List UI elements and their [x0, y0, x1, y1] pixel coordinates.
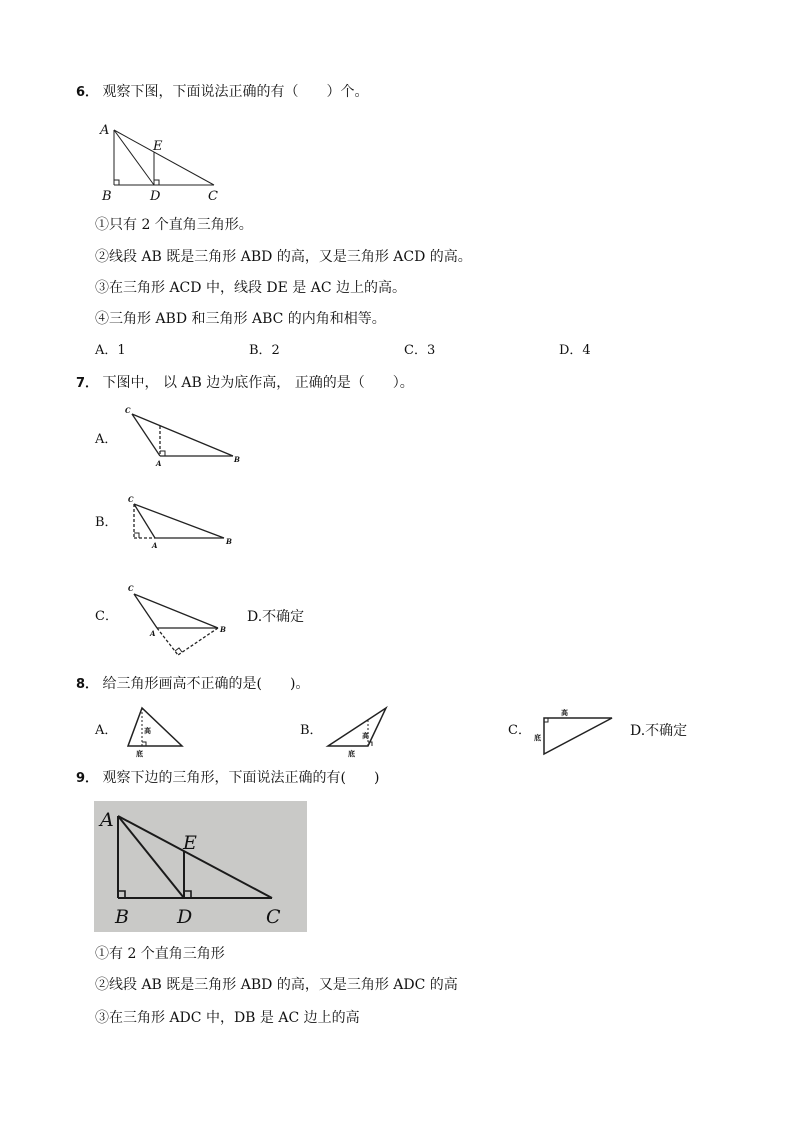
q7b-label-a: A [152, 541, 158, 550]
question-6-statement-4: ④三角形 ABD 和三角形 ABC 的内角和相等。 [95, 311, 386, 327]
q8a-mark-base: 底 [136, 749, 143, 758]
q8b-mark-base: 底 [348, 749, 355, 758]
question-9-photo-figure [94, 801, 307, 932]
question-8-number: 8． [76, 677, 99, 692]
question-8-stem [76, 674, 309, 695]
question-6-statement-2: ②线段 AB 既是三角形 ABD 的高，又是三角形 ACD 的高。 [95, 249, 472, 265]
question-7-option-b-label[interactable]: B． [95, 515, 118, 530]
q9-label-e: E [183, 832, 197, 854]
question-7-text: 下图中， 以 AB 边为底作高， 正确的是（ ）。 [102, 375, 414, 391]
q9-label-c: C [266, 906, 281, 928]
question-6-option-b[interactable]: B．2 [249, 343, 280, 358]
question-6-text: 观察下图，下面说法正确的有（ ）个。 [102, 84, 369, 100]
question-8-option-b-label[interactable]: B． [300, 723, 323, 738]
q7c-label-b: B [220, 625, 226, 634]
label-d: D [150, 189, 161, 204]
question-8-option-a-figure[interactable] [122, 702, 192, 758]
q9-label-d: D [177, 906, 193, 928]
question-8-option-b-figure[interactable] [322, 702, 394, 758]
question-9-statement-3: ③在三角形 ADC 中，DB 是 AC 边上的高 [95, 1010, 360, 1026]
question-8-option-a-label[interactable]: A． [95, 723, 118, 738]
question-7-stem [76, 373, 414, 394]
question-8-text: 给三角形画高不正确的是( )。 [102, 676, 310, 692]
question-6-option-c[interactable]: C．3 [404, 343, 436, 358]
q9-label-b: B [115, 906, 129, 928]
question-8-option-c-figure[interactable] [530, 702, 622, 758]
question-7-option-c-label[interactable]: C． [95, 609, 118, 624]
q7b-label-c: C [128, 495, 134, 504]
q7a-label-a: A [156, 459, 162, 468]
question-6-stem [76, 82, 369, 103]
question-8-option-d[interactable]: D.不确定 [630, 723, 688, 739]
question-9-figure-drawing [94, 801, 307, 932]
question-9-text: 观察下边的三角形，下面说法正确的有( ) [102, 770, 380, 786]
question-6-option-a[interactable]: A．1 [95, 343, 126, 358]
right-angle-mark-b [114, 180, 119, 185]
question-6-statement-1: ①只有 2 个直角三角形。 [95, 217, 253, 233]
question-7-option-c-figure[interactable] [118, 580, 238, 662]
q7c-label-c: C [128, 584, 134, 593]
question-6-option-d[interactable]: D．4 [559, 343, 591, 358]
question-9-statement-2: ②线段 AB 既是三角形 ABD 的高，又是三角形 ADC 的高 [95, 977, 458, 993]
label-c: C [208, 189, 218, 204]
question-8-option-c-label[interactable]: C． [508, 723, 531, 738]
q7c-label-a: A [150, 629, 156, 638]
segment-ad [114, 130, 154, 185]
q8c-mark-base: 底 [534, 733, 541, 742]
label-e: E [153, 139, 163, 154]
label-b: B [102, 189, 112, 204]
q7b-label-b: B [226, 537, 232, 546]
question-9-stem [76, 768, 379, 789]
q8c-mark-high: 高 [561, 708, 568, 717]
question-9-statement-1: ①有 2 个直角三角形 [95, 946, 225, 962]
question-7-option-d[interactable]: D.不确定 [247, 609, 305, 625]
label-a: A [100, 123, 110, 138]
q7a-label-c: C [125, 406, 131, 415]
question-6-figure [90, 118, 230, 204]
question-7-option-a-label[interactable]: A． [95, 432, 118, 447]
q9-label-a: A [100, 809, 114, 831]
question-7-option-a-figure[interactable] [118, 404, 248, 472]
q8b-mark-high: 高 [362, 731, 369, 740]
q7a-label-b: B [234, 455, 240, 464]
right-angle-mark-d [154, 180, 159, 185]
question-9-number: 9． [76, 771, 99, 786]
question-6-statement-3: ③在三角形 ACD 中，线段 DE 是 AC 边上的高。 [95, 280, 407, 296]
question-6-number: 6． [76, 85, 99, 100]
question-7-number: 7． [76, 376, 99, 391]
segment-ac [114, 130, 214, 185]
question-7-option-b-figure[interactable] [122, 494, 242, 550]
q8a-mark-high: 高 [144, 726, 151, 735]
